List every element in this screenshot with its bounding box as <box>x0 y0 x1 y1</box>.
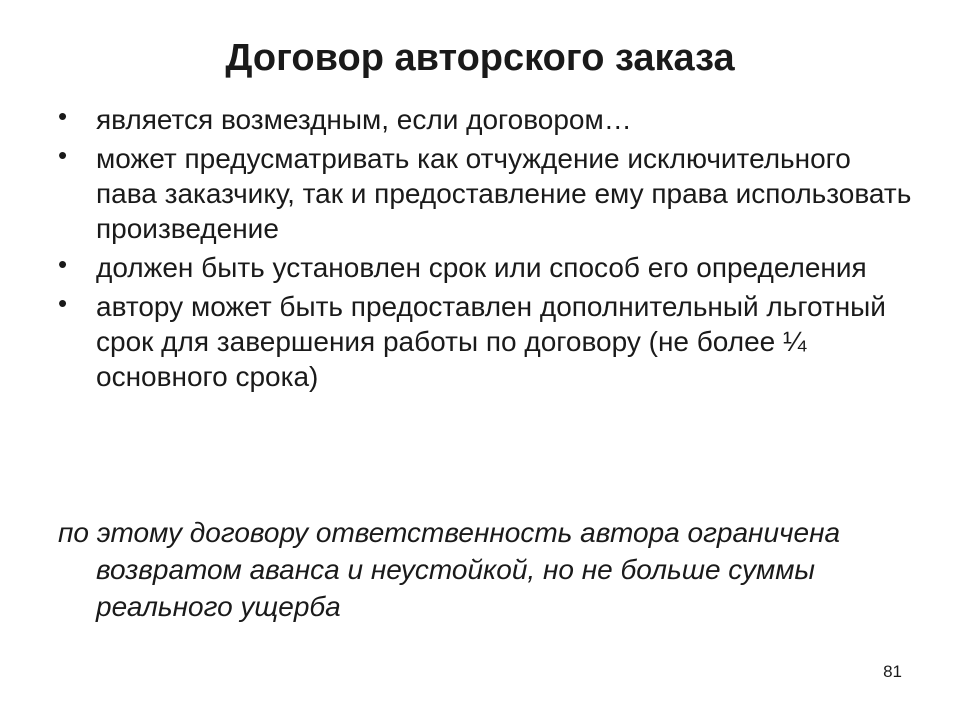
italic-note: по этому договору ответственность автора ограничена возвратом аванса и неустойкой, но не больше суммы реального ущерба <box>58 517 841 622</box>
bullet-item <box>58 289 918 394</box>
bullet-text: должен быть установлен срок или способ его определения <box>96 252 867 283</box>
bullet-text: может предусматривать как отчуждение исключительного пава заказчику, так и предоставление ему права использовать произведение <box>96 143 912 244</box>
bullet-text: является возмездным, если договором… <box>96 104 632 135</box>
bullet-item <box>58 141 918 246</box>
bullet-list <box>58 102 918 398</box>
bullet-dot-icon: • <box>58 140 68 170</box>
slide-title: Договор авторского заказа <box>225 37 735 79</box>
page-number: 81 <box>883 662 902 681</box>
bullet-dot-icon: • <box>58 288 68 318</box>
bullet-dot-icon: • <box>58 101 68 131</box>
bullet-item <box>58 250 918 285</box>
bullet-dot-icon: • <box>58 249 68 279</box>
bullet-text: автору может быть предоставлен дополнительный льготный срок для завершения работы по договору (не более ¼ основного срока) <box>96 291 886 392</box>
bullet-item <box>58 102 918 137</box>
